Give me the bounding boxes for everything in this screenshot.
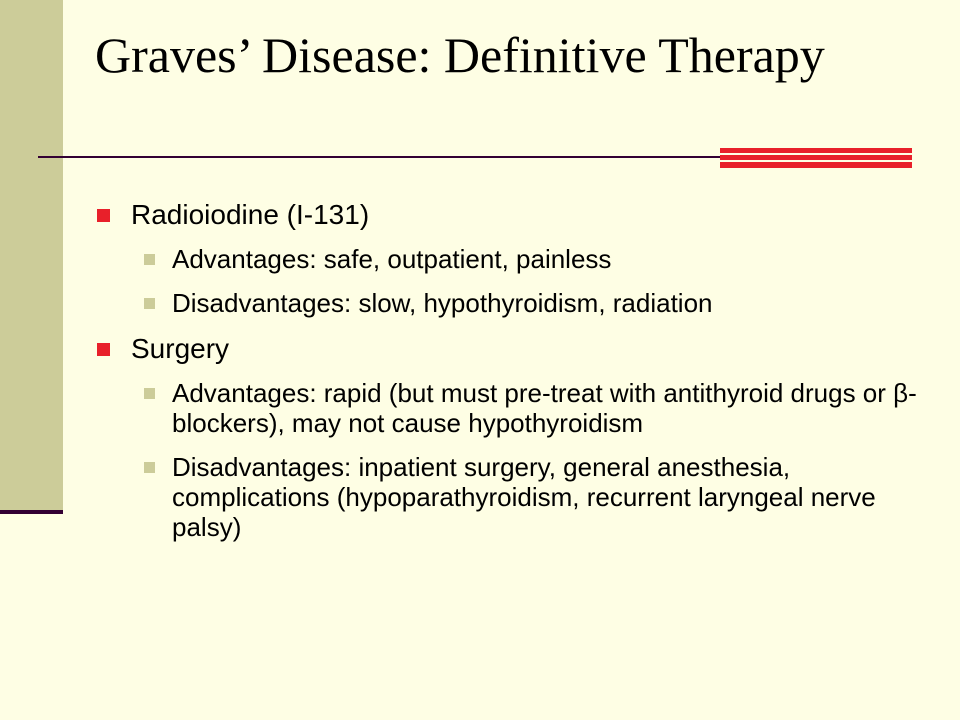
list-subitem [144,244,917,274]
square-bullet-icon [97,343,110,356]
subitem-text: Advantages: rapid (but must pre-treat with antithyroid drugs or β-blockers), may not cause hypothyroidism [172,378,917,438]
list-subitem [144,452,917,542]
title-accent-bars [720,148,912,168]
list-item [97,198,917,232]
square-bullet-icon [144,254,155,265]
side-bar-underline [0,510,63,514]
slide-title: Graves’ Disease: Definitive Therapy [95,27,825,83]
bullet-text: Surgery [131,333,230,364]
subitem-text: Advantages: safe, outpatient, painless [172,244,612,274]
square-bullet-icon [144,462,155,473]
bullet-list [97,198,917,556]
square-bullet-icon [97,209,110,222]
list-subitem [144,378,917,438]
square-bullet-icon [144,298,155,309]
list-subitem [144,288,917,318]
subitem-text: Disadvantages: inpatient surgery, general anesthesia, complications (hypoparathyroidism, recurrent laryngeal nerve palsy) [172,452,876,542]
bullet-text: Radioiodine (I-131) [131,199,370,230]
side-bar [0,0,63,512]
subitem-text: Disadvantages: slow, hypothyroidism, radiation [172,288,713,318]
square-bullet-icon [144,388,155,399]
list-item [97,332,917,366]
